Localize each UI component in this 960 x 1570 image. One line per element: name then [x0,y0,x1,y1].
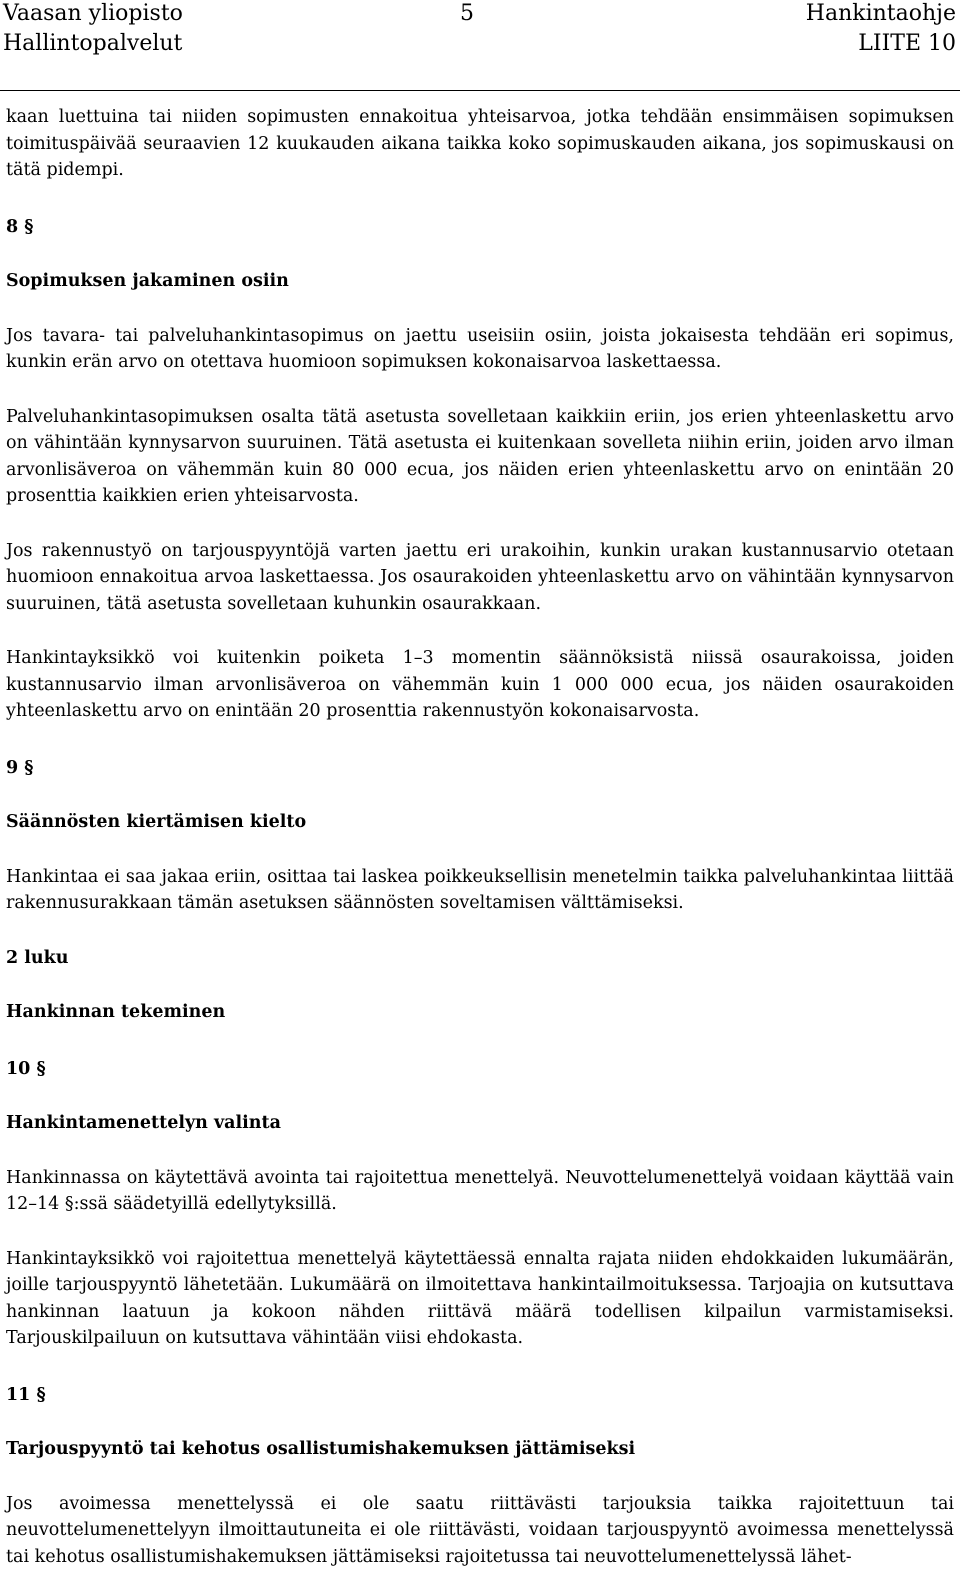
section-9-title: Säännösten kiertämisen kielto [6,809,954,836]
paragraph-intro: kaan luettuina tai niiden sopimusten ennakoitua yhteisarvoa, jotka tehdään ensimmäisen sopimuksen toimituspäivää seuraavien 12 kuukauden aikana taikka koko sopimuskauden aikana, jos sopimuskausi on tätä pidempi. [6,104,954,184]
department-name: Hallintopalvelut [3,30,182,58]
section-10-number: 10 [6,1059,30,1079]
section-8-title: Sopimuksen jakaminen osiin [6,268,954,295]
section-9-heading [6,755,954,782]
section-8-paragraph-2: Palveluhankintasopimuksen osalta tätä asetusta sovelletaan kaikkiin eriin, jos erien yhteenlaskettu arvo on vähintään kynnysarvon suuruinen. Tätä asetusta ei kuitenkaan sovelleta niihin eriin, joiden arvo ilman arvonlisäveroa on vähemmän kuin 80 000 ecua, jos näiden erien yhteenlaskettu arvo on enintään 20 prosenttia kaikkien erien yhteisarvosta. [6,404,954,510]
section-11-paragraph-1: Jos avoimessa menettelyssä ei ole saatu riittävästi tarjouksia taikka rajoitettuun tai neuvottelumenettelyyn ilmoittautuneita ei ole riittävästi, voidaan tarjouspyyntö avoimessa menettelyssä tai kehotus osallistumishakemuksen jättämiseksi rajoitetussa tai neuvottelumenettelyssä lähet- [6,1491,954,1570]
section-symbol: § [24,758,33,778]
section-symbol: § [24,217,33,237]
section-10-title: Hankintamenettelyn valinta [6,1110,954,1137]
document-title: Hankintaohje [806,0,956,28]
section-11-heading [6,1382,954,1409]
section-10-paragraph-1: Hankinnassa on käytettävä avointa tai rajoitettua menettelyä. Neuvottelumenettelyä voidaan käyttää vain 12–14 §:ssä säädetyillä edellytyksillä. [6,1165,954,1218]
chapter-title: Hankinnan tekeminen [6,999,954,1026]
page-number: 5 [460,0,474,28]
appendix-label: LIITE 10 [858,30,956,58]
section-10-paragraph-2: Hankintayksikkö voi rajoitettua menettelyä käytettäessä ennalta rajata niiden ehdokkaiden lukumäärän, joille tarjouspyyntö lähetetään. Lukumäärä on ilmoitettava hankintailmoituksessa. Tarjoajia on kutsuttava hankinnan laatuun ja kokoon nähden riittävä määrä todellisen kilpailun varmistamiseksi. Tarjouskilpailuun on kutsuttava vähintään viisi ehdokasta. [6,1246,954,1352]
section-9-paragraph-1: Hankintaa ei saa jakaa eriin, osittaa tai laskea poikkeuksellisin menetelmin taikka palveluhankintaa liittää rakennusurakkaan tämän asetuksen säännösten soveltamisen välttämiseksi. [6,864,954,917]
section-8-heading [6,214,954,241]
section-11-number: 11 [6,1385,30,1405]
section-8-paragraph-4: Hankintayksikkö voi kuitenkin poiketa 1–3 momentin säännöksistä niissä osaurakoissa, joiden kustannusarvio ilman arvonlisäveroa on vähemmän kuin 1 000 000 ecua, jos näiden osaurakoiden yhteenlaskettu arvo on enintään 20 prosenttia rakennustyön kokonaisarvosta. [6,645,954,725]
university-name: Vaasan yliopisto [3,0,183,28]
page-header [0,0,960,91]
section-8-paragraph-1: Jos tavara- tai palveluhankintasopimus on jaettu useisiin osiin, joista jokaisesta tehdään eri sopimus, kunkin erän arvo on otettava huomioon sopimuksen kokonaisarvoa laskettaessa. [6,323,954,376]
document-body [6,104,954,1570]
section-10-heading [6,1056,954,1083]
chapter-label: 2 luku [6,945,954,972]
section-9-number: 9 [6,758,18,778]
section-8-number: 8 [6,217,18,237]
section-11-title: Tarjouspyyntö tai kehotus osallistumishakemuksen jättämiseksi [6,1436,954,1463]
section-symbol: § [36,1059,45,1079]
section-symbol: § [36,1385,45,1405]
section-8-paragraph-3: Jos rakennustyö on tarjouspyyntöjä varten jaettu eri urakoihin, kunkin urakan kustannusarvio otetaan huomioon ennakoitua arvoa laskettaessa. Jos osaurakoiden yhteenlaskettu arvo on vähintään kynnysarvon suuruinen, tätä asetusta sovelletaan kuhunkin osaurakkaan. [6,538,954,618]
